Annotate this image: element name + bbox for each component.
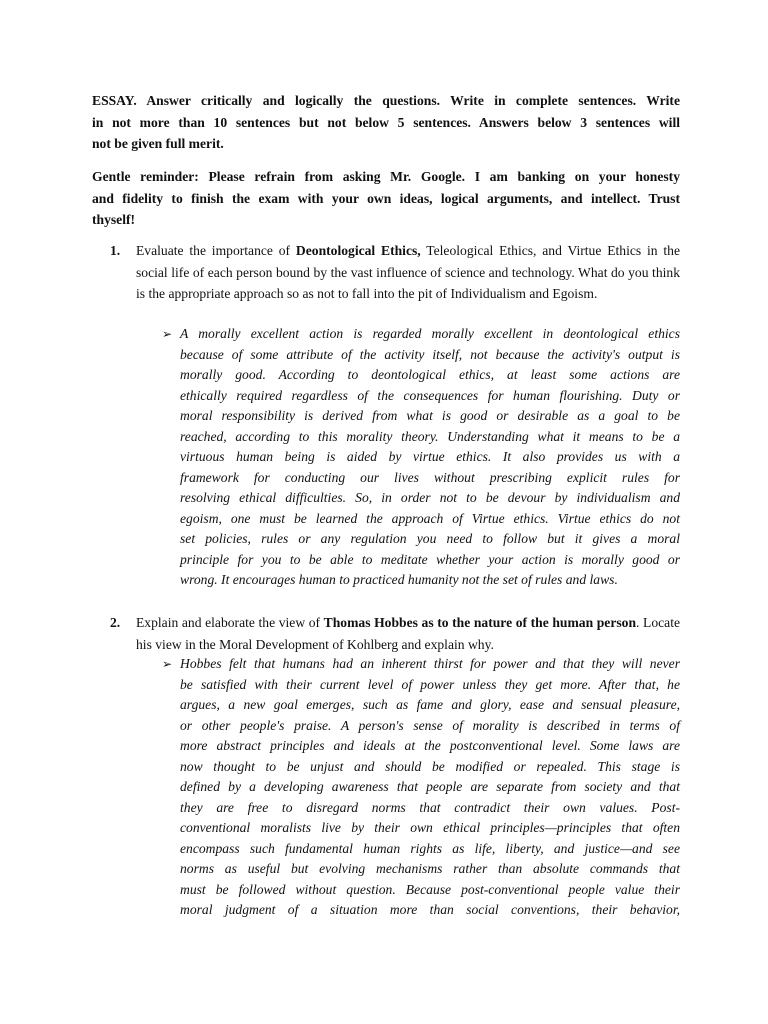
question-bold-term: Deontological Ethics, — [295, 243, 421, 258]
question-text-part: Teleological Ethics, and Virtue Ethics in the social life of each person bound by the vast influence of science and technology. What do you think is the appropriate approach so as not to fall into the pit of Individualism and Egoism. — [136, 243, 680, 302]
answer-1 — [162, 324, 680, 591]
answer-line: morally good. According to deontological ethics, at least some actions are — [180, 367, 680, 382]
question-text — [136, 612, 680, 655]
question-1 — [110, 240, 680, 305]
answer-2 — [162, 654, 680, 921]
instructions-line: in not more than 10 sentences but not below 5 sentences. Answers below 3 sentences will — [92, 114, 680, 130]
answer-line: Hobbes felt that humans had an inherent thirst for power and that they will never — [180, 656, 680, 671]
answer-line: conventional moralists live by their own ethical principles—principles that often — [180, 820, 680, 835]
answer-line: moral judgment of a situation more than social conventions, their behavior, — [180, 902, 680, 917]
question-number: 2. — [110, 615, 121, 630]
gentle-reminder — [92, 166, 680, 231]
answer-line: defined by a developing awareness that people are separate from society and that — [180, 779, 680, 794]
answer-line: resolving ethical difficulties. So, in order not to be devour by individualism and — [180, 490, 680, 505]
answer-line: because of some attribute of the activity itself, not because the activity's output is — [180, 346, 680, 362]
answer-line: norms as useful but evolving mechanisms rather than absolute commands that — [180, 861, 680, 876]
answer-line: or other people's praise. A person's sense of morality is described in terms of — [180, 717, 680, 733]
answer-line: now thought to be unjust and should be modified or repealed. This stage is — [180, 758, 680, 774]
answer-line: encompass such fundamental human rights as life, liberty, and justice—and see — [180, 840, 680, 856]
answer-line: set policies, rules or any regulation you need to follow but it gives a moral — [180, 531, 680, 546]
answer-line: wrong. It encourages human to practiced humanity not the set of rules and laws. — [180, 572, 618, 587]
answer-line: moral responsibility is derived from what is good or desirable as a goal to be — [180, 408, 680, 423]
question-text-part: . Locate his view in the Moral Development of Kohlberg and explain why. — [136, 615, 681, 652]
arrow-bullet-icon: ➢ — [162, 657, 173, 671]
answer-line: virtuous human being is aided by virtue ethics. It also provides us with a — [180, 449, 680, 464]
answer-line: principle for you to be able to meditate whether your action is morally good or — [180, 551, 680, 567]
answer-line: more abstract principles and ideals at the postconventional level. Some laws are — [180, 738, 680, 753]
instructions-line: not be given full merit. — [92, 136, 224, 152]
answer-line: framework for conducting our lives without prescribing explicit rules for — [180, 469, 680, 485]
answer-line: egoism, one must be learned the approach of Virtue ethics. Virtue ethics do not — [180, 510, 680, 526]
question-text-part: Evaluate the importance of — [136, 243, 296, 258]
reminder-line: thyself! — [92, 212, 136, 228]
answer-text — [180, 654, 680, 921]
question-text-part: Explain and elaborate the view of — [136, 615, 324, 630]
answer-line: reached, according to this morality theory. Understanding what it means to be a — [180, 428, 680, 444]
answer-line: be satisfied with their current level of power unless they get more. After that, he — [180, 676, 680, 692]
answer-line: ethically required regardless of the consequences for human flourishing. Duty or — [180, 387, 680, 403]
question-text — [136, 240, 680, 305]
instructions-line: ESSAY. Answer critically and logically the questions. Write in complete sentences. Write — [92, 93, 680, 108]
question-2 — [110, 612, 680, 655]
answer-line: they are free to disregard norms that contradict their own values. Post- — [180, 799, 680, 815]
arrow-bullet-icon: ➢ — [162, 327, 173, 341]
reminder-line: and fidelity to finish the exam with your own ideas, logical arguments, and intellect. Trust — [92, 190, 680, 206]
answer-line: must be followed without question. Because post-conventional people value their — [180, 881, 680, 897]
answer-line: argues, a new goal emerges, such as fame and glory, ease and sensual pleasure, — [180, 697, 680, 712]
essay-instructions — [92, 90, 680, 155]
answer-text — [180, 324, 680, 591]
question-bold-term: Thomas Hobbes as to the nature of the human person — [323, 615, 637, 630]
question-number: 1. — [110, 243, 121, 258]
reminder-line: Gentle reminder: Please refrain from asking Mr. Google. I am banking on your honesty — [92, 169, 680, 184]
answer-line: A morally excellent action is regarded morally excellent in deontological ethics — [180, 326, 680, 341]
